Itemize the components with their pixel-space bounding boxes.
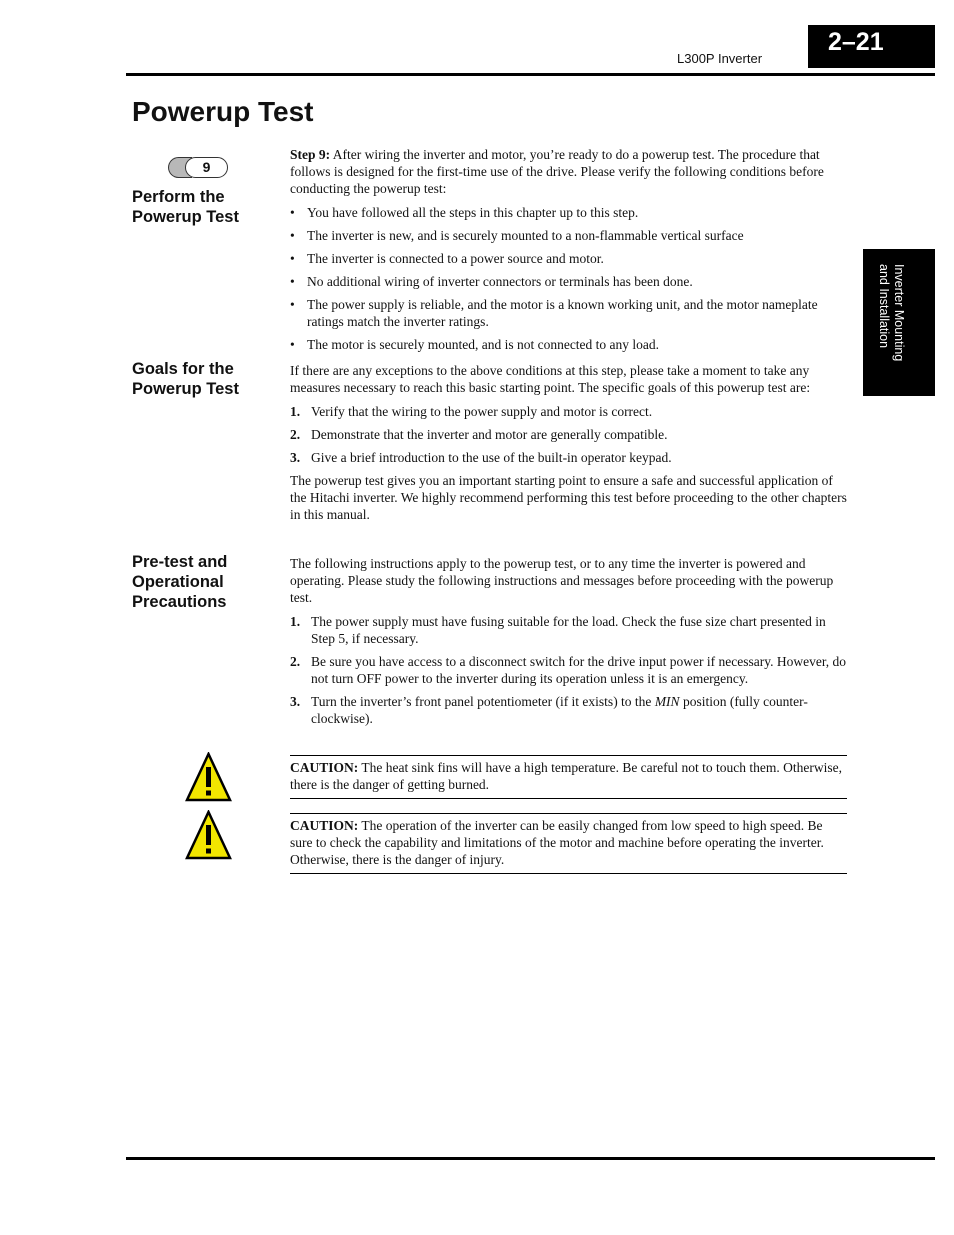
section-body-goals (290, 362, 848, 530)
section-body-perform (290, 146, 848, 359)
heading-line: Operational (132, 573, 224, 591)
warning-icon (185, 810, 232, 860)
section-heading-goals (132, 359, 239, 399)
heading-line: Pre-test and (132, 553, 228, 571)
list-item: • The motor is securely mounted, and is not connected to any load. (290, 336, 848, 353)
pretest-intro: The following instructions apply to the powerup test, or to any time the inverter is powered and operating. Please study the following instructions and messages before proceeding with the powerup test. (290, 556, 834, 605)
item-emphasis: MIN (654, 694, 680, 709)
item-number: 1. (290, 614, 301, 629)
list-item: • The inverter is connected to a power source and motor. (290, 250, 848, 267)
item-number: 2. (290, 654, 301, 669)
step-badge-number: 9 (185, 157, 228, 178)
top-rule (126, 73, 935, 76)
list-item (290, 449, 848, 466)
section-heading-perform (132, 187, 239, 227)
item-number: 3. (290, 450, 301, 465)
item-text: Demonstrate that the inverter and motor are generally compatible. (311, 427, 668, 442)
item-text: Turn the inverter’s front panel potentiometer (if it exists) to the (311, 694, 655, 709)
step-badge-icon (168, 157, 228, 178)
list-item: • No additional wiring of inverter connectors or terminals has been done. (290, 273, 848, 290)
chapter-tab-label (876, 264, 906, 361)
heading-line: Perform the (132, 188, 225, 206)
list-item: • You have followed all the steps in this chapter up to this step. (290, 204, 848, 221)
list-item (290, 426, 848, 443)
caution-text: The heat sink fins will have a high temperature. Be careful not to touch them. Otherwise, there is the danger of getting burned. (290, 760, 842, 792)
list-item (290, 693, 848, 727)
heading-line: Goals for the (132, 360, 234, 378)
section-body-pretest (290, 555, 848, 733)
step-paragraph (290, 146, 848, 197)
item-number: 1. (290, 404, 301, 419)
list-item (290, 653, 848, 687)
heading-line: Powerup Test (132, 380, 239, 398)
caution-box (290, 755, 847, 799)
goals-closing: The powerup test gives you an important starting point to ensure a safe and successful application of the Hitachi inverter. We highly recommend performing this test before proceeding to the other chapters in this manual. (290, 473, 847, 522)
list-item: • The power supply is reliable, and the motor is a known working unit, and the motor nameplate ratings match the inverter ratings. (290, 296, 848, 330)
page-number: 2–21 (808, 25, 935, 68)
list-item (290, 403, 848, 420)
running-head: L300P Inverter (677, 51, 763, 66)
item-text: Give a brief introduction to the use of the built-in operator keypad. (311, 450, 672, 465)
caution-text: The operation of the inverter can be easily changed from low speed to high speed. Be sure to check the capability and limitations of the motor and machine before operating the inverter. Otherwise, there is the danger of injury. (290, 818, 824, 867)
heading-line: Precautions (132, 593, 227, 611)
item-text: position (fully counter-clockwise). (311, 694, 808, 726)
page-title: Powerup Test (132, 96, 314, 127)
caution-label: CAUTION: (290, 760, 359, 775)
item-text: The power supply must have fusing suitable for the load. Check the fuse size chart presented in Step 5, if necessary. (311, 614, 826, 646)
heading-line: Powerup Test (132, 208, 239, 226)
item-number: 2. (290, 427, 301, 442)
warning-icon (185, 752, 232, 802)
goals-intro: If there are any exceptions to the above conditions at this step, please take a moment to take any measures necessary to reach this basic starting point. The specific goals of this powerup test are: (290, 363, 811, 395)
item-text: Be sure you have access to a disconnect switch for the drive input power if necessary. However, do not turn OFF power to the inverter during its operation unless it is an emergency. (311, 654, 847, 686)
list-item (290, 613, 848, 647)
item-number: 3. (290, 694, 301, 709)
section-heading-pretest (132, 552, 227, 612)
caution-box (290, 813, 847, 874)
step-intro: After wiring the inverter and motor, you’re ready to do a powerup test. The procedure that follows is designed for the first-time use of the drive. Please verify the following conditions before conducting the powerup test: (290, 147, 824, 196)
caution-label: CAUTION: (290, 818, 359, 833)
chapter-tab-line2: and Installation (877, 264, 891, 349)
chapter-tab-line1: Inverter Mounting (892, 264, 906, 362)
step-label: Step 9: (290, 147, 331, 162)
bottom-rule (126, 1157, 935, 1160)
item-text: Verify that the wiring to the power supply and motor is correct. (311, 404, 653, 419)
list-item: • The inverter is new, and is securely mounted to a non-flammable vertical surface (290, 227, 848, 244)
